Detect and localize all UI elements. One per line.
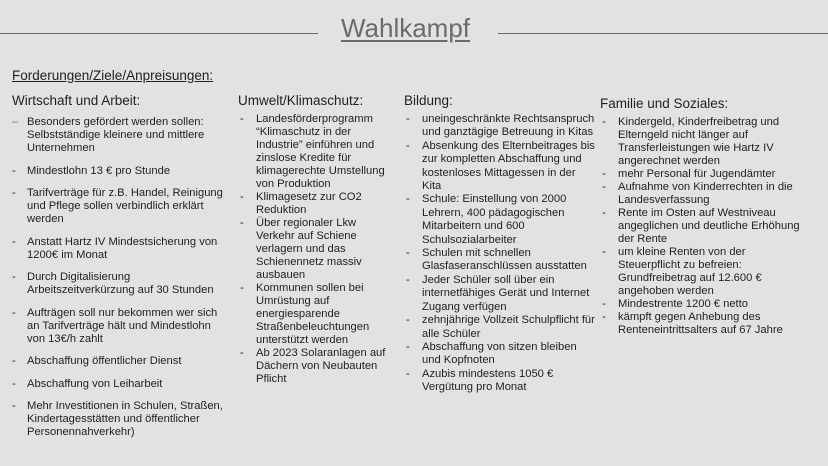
column-heading: Bildung: [404,93,453,108]
list-item: - kämpft gegen Anhebung des Renteneintrittsalters auf 67 Jahre [600,311,810,337]
list-item: - mehr Personal für Jugendämter [600,168,810,181]
title-rule-left [0,33,318,34]
list-item: - Ab 2023 Solaranlagen auf Dächern von Neubauten Pflicht [238,347,388,386]
list-item: - Durch Digitalisierung Arbeitszeitverkürzung auf 30 Stunden [12,271,224,297]
list-item: - Schulen mit schnellen Glasfaseranschlüssen ausstatten [404,247,596,274]
page-title: Wahlkampf [340,13,471,43]
list-item: - Klimagesetz zur CO2 Reduktion [238,191,388,217]
list-item: - Über regionaler Lkw Verkehr auf Schiene verlagern und das Schienennetz massiv ausbauen [238,217,388,282]
list-item: - Abschaffung von sitzen bleiben und Kopfnoten [404,341,596,368]
bullet-list [12,116,224,439]
list-item: - Jeder Schüler soll über ein internetfähiges Gerät und Internet Zugang verfügen [404,274,596,314]
list-item: - Mehr Investitionen in Schulen, Straßen, Kindertagesstätten und öffentlicher Personennahverkehr) [12,400,224,439]
title-rule-right [498,33,828,34]
list-item: – Besonders gefördert werden sollen: Selbstständige kleinere und mittlere Unternehmen [12,116,224,155]
column-heading: Wirtschaft und Arbeit: [12,93,141,108]
list-item: - um kleine Renten von der Steuerpflicht zu befreien: Grundfreibetrag auf 12.600 € angehoben werden [600,246,810,298]
list-item: - uneingeschränkte Rechtsanspruch und ganztägige Betreuung in Kitas [404,113,596,140]
list-item: - Aufnahme von Kinderrechten in die Landesverfassung [600,181,810,207]
list-item: - Kommunen sollen bei Umrüstung auf energiesparende Straßenbeleuchtungen unterstützt werden [238,282,388,347]
column-heading: Familie und Soziales: [600,96,729,111]
list-item: - Mindestlohn 13 € pro Stunde [12,165,224,178]
list-item: - Rente im Osten auf Westniveau angeglichen und deutliche Erhöhung der Rente [600,207,810,246]
list-item: - Anstatt Hartz IV Mindestsicherung von 1200€ im Monat [12,236,224,262]
list-item: - Abschaffung von Leiharbeit [12,378,224,391]
bullet-list [600,116,810,337]
list-item: - zehnjährige Vollzeit Schulpflicht für alle Schüler [404,314,596,341]
list-item: - Abschaffung öffentlicher Dienst [12,355,224,368]
list-item: - Aufträgen soll nur bekommen wer sich an Tarifverträge hält und Mindestlohn von 13€/h zahlt [12,307,224,346]
list-item: - Schule: Einstellung von 2000 Lehrern, 400 pädagogischen Mitarbeitern und 600 Schulsozialarbeiter [404,193,596,247]
list-item: - Tarifverträge für z.B. Handel, Reinigung und Pflege sollen verbindlich erklärt werden [12,187,224,226]
bullet-list [404,113,596,395]
list-item: - Azubis mindestens 1050 € Vergütung pro Monat [404,368,596,395]
list-item: - Landesförderprogramm “Klimaschutz in der Industrie” einführen und zinslose Kredite für klimagerechte Umstellung von Produktion [238,113,388,191]
page-subtitle: Forderungen/Ziele/Anpreisungen: [12,68,214,83]
column-heading: Umwelt/Klimaschutz: [238,93,364,108]
column-bildung [404,93,596,395]
column-familie [600,96,810,337]
column-wirtschaft [12,93,224,449]
list-item: - Mindestrente 1200 € netto [600,298,810,311]
list-item: - Absenkung des Elternbeitrages bis zur kompletten Abschaffung und kostenloses Mittagessen in der Kita [404,140,596,194]
list-item: - Kindergeld, Kinderfreibetrag und Elterngeld nicht länger auf Transferleistungen wie Hartz IV angerechnet werden [600,116,810,168]
column-umwelt [238,93,388,386]
bullet-list [238,113,388,386]
